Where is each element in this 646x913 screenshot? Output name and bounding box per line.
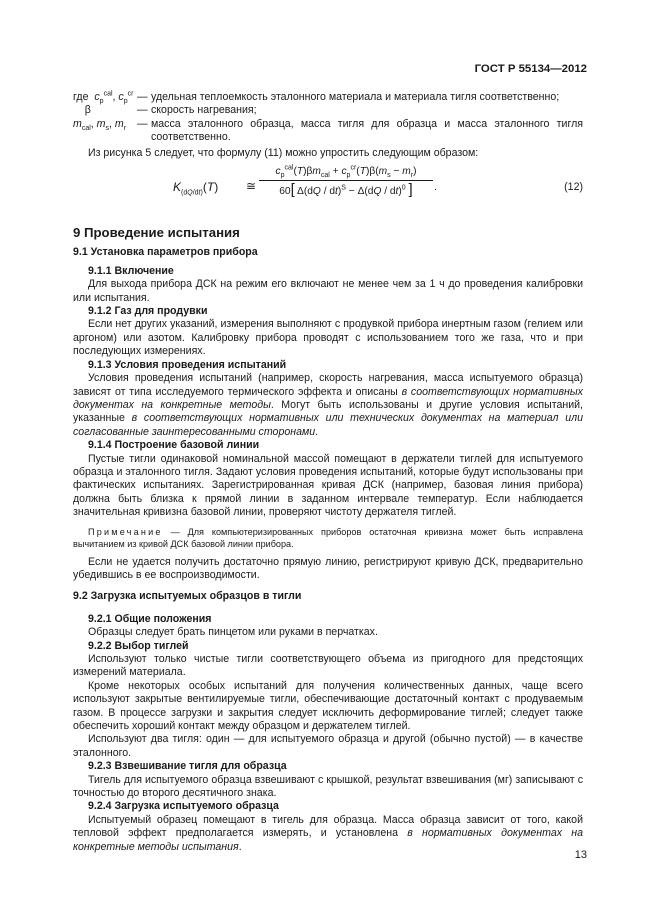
section-9-1-2-title: 9.1.2 Газ для продувки xyxy=(88,305,208,318)
document-header: ГОСТ Р 55134—2012 xyxy=(474,63,587,75)
section-9-1-2-text: Если нет других указаний, измерения выполняют с продувкой прибора инертным газом (гелием или аргоном) или азотом. Калибровку прибора проводят с использованием того же газа, что и при последующих измерениях. xyxy=(73,318,583,358)
definitions-list xyxy=(73,91,583,145)
definition-symbol: β xyxy=(73,104,91,117)
definition-row: где $c_p^{cal}$, $c_p^{cr}$ — удельная теплоемкость эталонного материала и материала тигля соответственно; xyxy=(73,91,583,104)
formula-intro: Из рисунка 5 следует, что формулу (11) можно упростить следующим образом: xyxy=(88,146,479,159)
section-9-1-1-title: 9.1.1 Включение xyxy=(88,264,174,277)
document-body xyxy=(73,91,583,854)
symbol-cp: $c_p^{cal}$, $c_p^{cr}$ xyxy=(94,90,134,106)
section-9-2-2-para-3: Используют два тигля: один — для испытуемого образца и другой (обычно пустой) — в качестве эталонного. xyxy=(73,733,583,759)
formula-12: $K_{(dQ/dt)}(T)$ ≅ $c_p^{cal}(T)\beta m_{cal} + c_p^{cr}(T)\beta(m_s - m_r)$ 60[ Δ(dQ / dt)$^S$ − Δ(dQ / dt)$^0$ ] . (12) xyxy=(173,164,583,199)
section-9-2-2-para-1: Используют только чистые тигли соответствующего объема из пригодного для предстоящих измерений материала. xyxy=(73,653,583,679)
formula-numerator: $c_p^{cal}(T)\beta m_{cal} + c_p^{cr}(T)\beta(m_s - m_r)$ xyxy=(259,165,433,181)
definition-text: удельная теплоемкость эталонного материала и материала тигля соответственно; xyxy=(151,91,560,103)
section-9-1-4-title: 9.1.4 Построение базовой линии xyxy=(88,439,260,452)
section-9-1-3-title: 9.1.3 Условия проведения испытаний xyxy=(88,358,287,371)
section-9-1-1-text: Для выхода прибора ДСК на режим его включают не менее чем за 1 ч до проведения калибровки или испытания. xyxy=(73,278,583,304)
note-label: Примечание xyxy=(88,526,163,537)
section-9-2-3-text: Тигель для испытуемого образца взвешивают с крышкой, результат взвешивания (мг) записывают с точностью до второго десятичного знака. xyxy=(73,773,583,800)
section-9-1-3-text: Условия проведения испытаний (например, скорость нагревания, масса испытуемого образца) зависят от типа исследуемого термического эффекта и описаны в соответствующих нормативных документах на конкретные методы. Могут быть использованы и другие условия испытаний, указанные в соответствующих нормативных или технических документах на материал или согласованные заинтересованными сторонами. xyxy=(73,372,583,438)
formula-fraction xyxy=(259,165,433,199)
definition-row: β — скорость нагревания; xyxy=(73,104,583,117)
page-number: 13 xyxy=(574,849,587,861)
section-9-2-1-title: 9.2.1 Общие положения xyxy=(88,612,212,625)
section-9-2-4-text: Испытуемый образец помещают в тигель для образца. Масса образца зависит от того, какой тепловой эффект предполагается измерять, и установлена в нормативных документах на конкретные методы испытания. xyxy=(73,813,583,853)
section-9-2-4-title: 9.2.4 Загрузка испытуемого образца xyxy=(88,800,279,813)
formula-lhs: $K_{(dQ/dt)}(T)$ xyxy=(173,180,219,197)
definition-symbol xyxy=(73,91,137,104)
definition-text: скорость нагревания; xyxy=(151,104,257,117)
definitions-intro: где xyxy=(73,91,89,103)
formula-denominator: 60[ Δ(dQ / dt)$^S$ − Δ(dQ / dt)$^0$ ] xyxy=(279,181,413,199)
section-9-2-2-para-2: Кроме некоторых особых испытаний для получения количественных данных, чаще всего используют закрытые вентилируемые тигли, обеспечивающие достаточный контакт с продуваемым газом. В процессе загрузки и закрытия следует исключить деформирование тиглей; следует также обеспечить хороший контакт между образцом и держателем тиглей. xyxy=(73,679,583,733)
section-9-1-4-after: Если не удается получить достаточно прямую линию, регистрируют кривую ДСК, предварительно убедившись в ее воспроизводимости. xyxy=(73,555,583,581)
definition-row: $m_{cal}$, $m_s$, $m_r$ — масса эталонного образца, масса тигля для образца и масса эталонного тигля соответственно. xyxy=(73,117,583,144)
section-9-2-2-title: 9.2.2 Выбор тиглей xyxy=(88,639,189,652)
section-9-2-title: 9.2 Загрузка испытуемых образцов в тигли xyxy=(73,590,302,603)
formula-number: (12) xyxy=(564,181,583,194)
definition-symbol: $m_{cal}$, $m_s$, $m_r$ xyxy=(73,117,127,132)
section-9-1-title: 9.1 Установка параметров прибора xyxy=(73,246,258,259)
note xyxy=(73,526,583,550)
section-9-2-1-text: Образцы следует брать пинцетом или руками в перчатках. xyxy=(88,626,378,639)
definition-text: масса эталонного образца, масса тигля для образца и масса эталонного тигля соответственно. xyxy=(151,117,583,144)
note-text: — Для компьютеризированных приборов остаточная кривизна может быть исправлена вычитанием из кривой ДСК базовой линии прибора. xyxy=(73,526,583,549)
section-9-title: 9 Проведение испытания xyxy=(73,225,240,241)
section-9-1-4-text: Пустые тигли одинаковой номинальной массой помещают в держатели тиглей для испытуемого образца и эталонного тигля. Задают условия проведения испытаний, которые будут использованы при фактических испытаниях. Зарегистрированная кривая ДСК (например, базовая линия прибора) должна быть близка к прямой линии в заданном интервале температур. Если наблюдается значительная кривизна базовой линии, проверяют чистоту держателя тиглей. xyxy=(73,452,583,519)
section-9-2-3-title: 9.2.3 Взвешивание тигля для образца xyxy=(88,760,287,773)
